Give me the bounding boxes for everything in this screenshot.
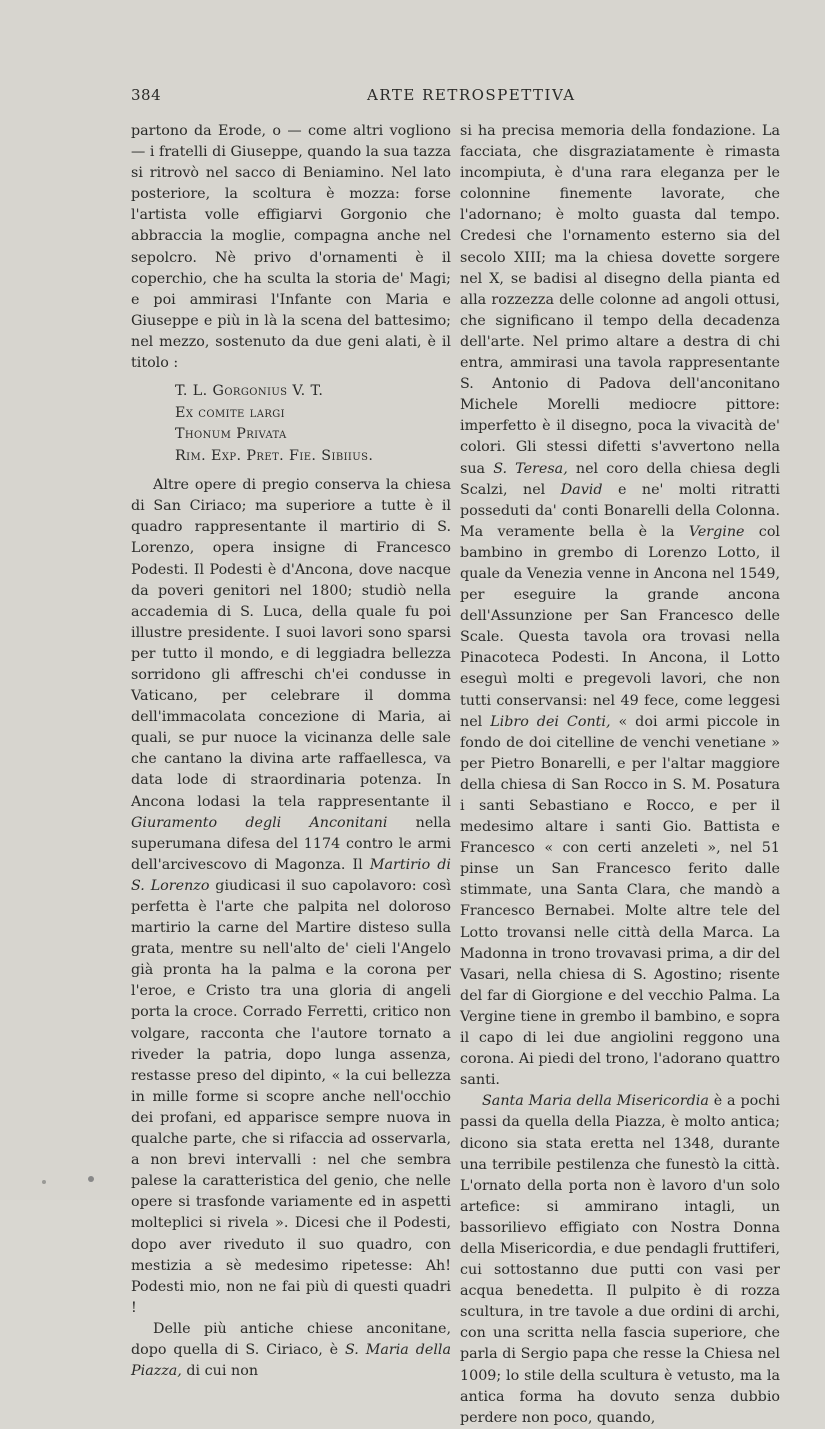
- left-column: [131, 121, 451, 1382]
- text-run: di cui non: [181, 1363, 259, 1380]
- text-run: « doi armi piccole in fondo de doi citelline de venchi venetiane » per Pietro Bonarelli, e per l'altar maggiore della chiesa di San Rocco in S. M. Posatura i santi Sebastiano e Rocco, e per il medesimo altare i santi Gio. Battista e Francesco « con certi anzeleti », nel 51 pinse un San Francesco ferito dalle stimmate, una Santa Clara, che mandò a Francesco Bernabei. Molte altre tele del Lotto trovansi nelle città della Marca. La Madonna in trono trovavasi prima, a dir del Vasari, nella chiesa di S. Agostino; risente del far di Giorgione e del vecchio Palma. La Vergine tiene in grembo il bambino, e sopra il capo di lei due angiolini reggono una corona. Ai piedi del trono, l'adorano quattro santi.: [460, 713, 780, 1089]
- paragraph: [131, 1319, 451, 1382]
- page-header: [131, 86, 791, 110]
- italic-title: S. Teresa,: [493, 460, 568, 477]
- paragraph: [460, 1091, 780, 1429]
- text-run: e ne' molti ritratti posseduti da' conti Bonarelli della Colonna. Ma veramente bella è la: [460, 481, 780, 540]
- text-run: Altre opere di pregio conserva la chiesa di San Ciriaco; ma superiore a tutte è il quadro rappresentante il martirio di S. Lorenzo, opera insigne di Francesco Podesti. Il Podesti è d'Ancona, dove nacque da poveri genitori nel 1800; studiò nella accademia di S. Luca, della quale fu poi illustre presidente. I suoi lavori sono sparsi per tutto il mondo, e di leggiadra bellezza sorridono gli affreschi ch'ei condusse in Vaticano, per celebrare il domma dell'immacolata concezione di Maria, ai quali, se pur nuoce la vicinanza delle sale che cantano la divina arte raffaellesca, va data lode di straordinaria potenza. In Ancona lodasi la tela rappresentante il: [131, 477, 451, 810]
- italic-title: Santa Maria della Misericordia: [482, 1093, 709, 1110]
- italic-title: Vergine: [688, 523, 745, 540]
- running-head: ARTE RETROSPETTIVA: [367, 86, 576, 104]
- text-run: nella superumana difesa del 1174 contro le armi dell'arcivescovo di Magonza. Il: [131, 814, 451, 873]
- text-run: nel coro della chiesa degli Scalzi, nel: [460, 460, 780, 498]
- paragraph: [460, 121, 780, 1091]
- text-run: Delle più antiche chiese anconitane, dopo quella di S. Ciriaco, è: [131, 1320, 451, 1358]
- inscription-line: T. L. Gorgonius V. T.: [175, 383, 324, 400]
- italic-title: S. Maria della Piazza,: [131, 1341, 451, 1380]
- text-run: è a pochi passi da quella della Piazza, è molto antica; dicono sia stata eretta nel 1348, durante una terribile pestilenza che funestò la città. L'ornato della porta non è lavoro d'un solo artefice: si ammirano intagli, un bassorilievo effigiato con Nostra Donna della Misericordia, e due pendagli fruttiferi, cui sottostanno due putti con vasi per acqua benedetta. Il pulpito è di rozza scultura, in tre tavole a due ordini di archi, con una scritta nella fascia superiore, che parla di Sergio papa che resse la Chiesa nel 1009; lo stile della scultura è vetusto, ma la antica forma ha dovuto senza dubbio perdere non poco, quando,: [460, 1093, 780, 1426]
- paragraph: [131, 475, 451, 1319]
- inscription: [175, 381, 451, 467]
- inscription-line: Ex comite largi: [175, 404, 285, 421]
- italic-title: Giuramento degli Anconitani: [131, 814, 388, 831]
- italic-title: David: [560, 481, 603, 498]
- inscription-line: Thonum Privata: [175, 426, 287, 443]
- page-number: 384: [131, 86, 162, 104]
- scan-speck: [88, 1176, 94, 1182]
- text-run: giudicasi il suo capolavoro: così perfetta è l'arte che palpita nel doloroso martirio la carne del Martire disteso sulla grata, mentre su nell'alto de' cieli l'Angelo già pronta ha la palma e la corona per l'eroe, e Cristo tra una gloria di angeli porta la croce. Corrado Ferretti, critico non volgare, racconta che l'autore tornato a riveder la patria, dopo lunga assenza, restasse preso del dipinto, « la cui bellezza in mille forme si scopre anche nell'occhio dei profani, ed apparisce sempre nuova in qualche parte, che si rifaccia ad osservarla, a non brevi intervalli : nel che sembra palese la caratteristica del genio, che nelle opere si trasfonde variamente ed in aspetti molteplici si rivela ». Dicesi che il Podesti, dopo aver riveduto il suo quadro, con mestizia a sè medesimo ripetesse: Ah! Podesti mio, non ne fai più di questi quadri !: [131, 877, 451, 1316]
- text-run: col bambino in grembo di Lorenzo Lotto, il quale da Venezia venne in Ancona nel 1549, per eseguire la grande ancona dell'Assunzione per San Francesco delle Scale. Questa tavola ora trovasi nella Pinacoteca Podesti. In Ancona, il Lotto eseguì molti e pregevoli lavori, che non tutti conservansi: nel 49 fece, come leggesi nel: [460, 523, 780, 730]
- scan-speck: [42, 1180, 46, 1184]
- paragraph: partono da Erode, o — come altri vogliono — i fratelli di Giuseppe, quando la sua tazza si ritrovò nel sacco di Beniamino. Nel lato posteriore, la scoltura è mozza: forse l'artista volle effigiarvi Gorgonio che abbraccia la moglie, compagna anche nel sepolcro. Nè privo d'ornamenti è il coperchio, che ha sculta la storia de' Magi; e poi ammirasi l'Infante con Maria e Giuseppe e più in là la scena del battesimo; nel mezzo, sostenuto da due geni alati, è il titolo :: [131, 123, 451, 372]
- italic-title: Martirio di S. Lorenzo: [131, 856, 451, 894]
- right-column: [460, 121, 780, 1429]
- inscription-line: Rim. Exp. Pret. Fie. Sibiius.: [175, 447, 374, 464]
- italic-title: Libro dei Conti,: [490, 713, 611, 730]
- text-run: si ha precisa memoria della fondazione. La facciata, che disgraziatamente è rimasta incompiuta, è d'una rara eleganza per le colonnine finemente lavorate, che l'adornano; è molto guasta dal tempo. Credesi che l'ornamento esterno sia del secolo XIII; ma la chiesa dovette sorgere nel X, se badisi al disegno della pianta ed alla rozzezza delle colonne ad angoli ottusi, che significano il tempo della decadenza dell'arte. Nel primo altare a destra di chi entra, ammirasi una tavola rappresentante S. Antonio di Padova dell'anconitano Michele Morelli mediocre pittore: imperfetto è il disegno, poca la vivacità de' colori. Gli stessi difetti s'avvertono nella sua: [460, 123, 780, 477]
